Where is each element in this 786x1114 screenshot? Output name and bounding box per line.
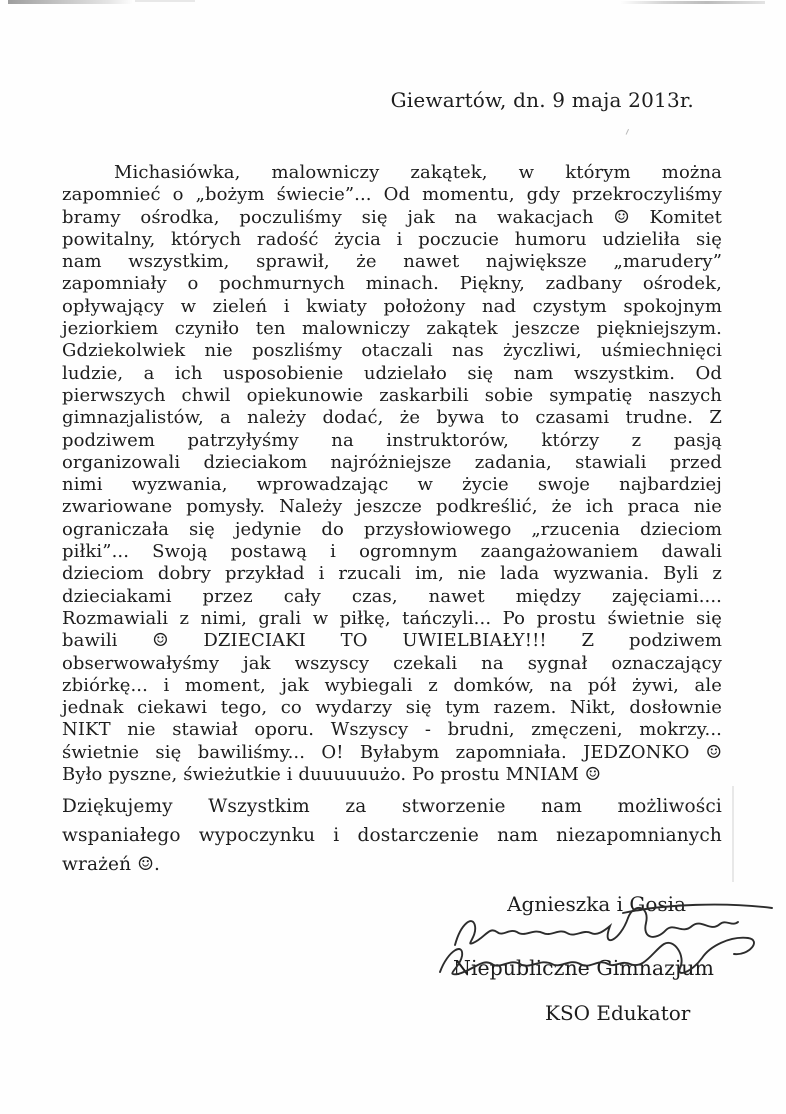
- text-line: Rozmawiali z nimi, grali w piłkę, tańczyli... Po prostu świetnie się: [62, 607, 722, 629]
- text-line: zapomniały o pochmurnych minach. Piękny, zadbany ośrodek,: [62, 273, 722, 295]
- text-line: Dziękujemy Wszystkim za stworzenie nam możliwości: [62, 796, 722, 818]
- text-line: zbiórkę... i moment, jak wybiegali z domków, na pół żywi, ale: [62, 674, 722, 696]
- text-line: jednak ciekawi tego, co wydarzy się tym razem. Nikt, dosłownie: [62, 697, 722, 719]
- organization-name: KSO Edukator: [545, 1000, 691, 1025]
- text-line: bramy ośrodka, poczuliśmy się jak na wakacjach ☺ Komitet: [62, 206, 722, 228]
- text-line: nimi wyzwania, wprowadzając w życie swoje najbardziej: [62, 474, 722, 496]
- text-line: dzieciom dobry przykład i rzucali im, nie lada wyzwania. Byli z: [62, 563, 722, 585]
- text-line: świetnie się bawiliśmy... O! Byłabym zapomniała. JEDZONKO ☺: [62, 741, 722, 763]
- text-line: Michasiówka, malowniczy zakątek, w którym można: [114, 162, 722, 183]
- text-line: gimnazjalistów, a należy dodać, że bywa to czasami trudne. Z: [62, 407, 722, 429]
- scan-speck: [622, 127, 629, 135]
- text-line: organizowali dzieciakom najróżniejsze zadania, stawiali przed: [62, 451, 722, 473]
- handwritten-signature: [425, 893, 783, 981]
- text-line: zapomnieć o „bożym świecie”... Od momentu, gdy przekroczyliśmy: [62, 184, 722, 206]
- text-line: Gdziekolwiek nie poszliśmy otaczali nas życzliwi, uśmiechnięci: [62, 340, 722, 362]
- letter-body: [62, 162, 722, 880]
- paragraph-main: [62, 162, 722, 786]
- closing-names: Agnieszka i Gosia: [507, 891, 686, 916]
- text-line: piłki”... Swoją postawą i ogromnym zaangażowaniem dawali: [62, 541, 722, 563]
- dateline: Giewartów, dn. 9 maja 2013r.: [390, 88, 694, 112]
- text-line: zwariowane pomysły. Należy jeszcze podkreślić, że ich praca nie: [62, 496, 722, 518]
- scan-smudge-top-left: [8, 0, 133, 4]
- text-line: wspaniałego wypoczynku i dostarczenie nam niezapomnianych: [62, 825, 722, 847]
- scan-smudge-top-right: [620, 1, 765, 4]
- text-line: obserwowałyśmy jak wszyscy czekali na sygnał oznaczający: [62, 652, 722, 674]
- text-line: ograniczała się jedynie do przysłowiowego „rzucenia dzieciom: [62, 518, 722, 540]
- text-line: opływający w zieleń i kwiaty położony nad czystym spokojnym: [62, 295, 722, 317]
- text-line: dzieciakami przez cały czas, nawet między zajęciami....: [62, 585, 722, 607]
- scan-streak-right: [732, 786, 734, 882]
- text-line: jeziorkiem czyniło ten malowniczy zakątek jeszcze piękniejszym.: [62, 318, 722, 340]
- text-line: nam wszystkim, sprawił, że nawet największe „marudery”: [62, 251, 722, 273]
- text-line: ludzie, a ich usposobienie udzielało się nam wszystkim. Od: [62, 362, 722, 384]
- text-line: Było pyszne, świeżutkie i duuuuuużo. Po prostu MNIAM ☺: [62, 764, 601, 786]
- text-line: wrażeń ☺.: [62, 853, 161, 875]
- institution-name: Niepubliczne Gimnazjum: [453, 955, 714, 980]
- paragraph-thanks: [62, 793, 722, 879]
- text-line: NIKT nie stawiał oporu. Wszyscy - brudni, zmęczeni, mokrzy...: [62, 719, 722, 741]
- text-line: powitalny, których radość życia i poczucie humoru udzieliła się: [62, 228, 722, 250]
- text-line: podziwem patrzyłyśmy na instruktorów, którzy z pasją: [62, 429, 722, 451]
- scan-smudge-top-left-2: [135, 0, 195, 2]
- text-line: bawili ☺ DZIECIAKI TO UWIELBIAŁY!!! Z podziwem: [62, 630, 722, 652]
- text-line: pierwszych chwil opiekunowie zaskarbili sobie sympatię naszych: [62, 384, 722, 406]
